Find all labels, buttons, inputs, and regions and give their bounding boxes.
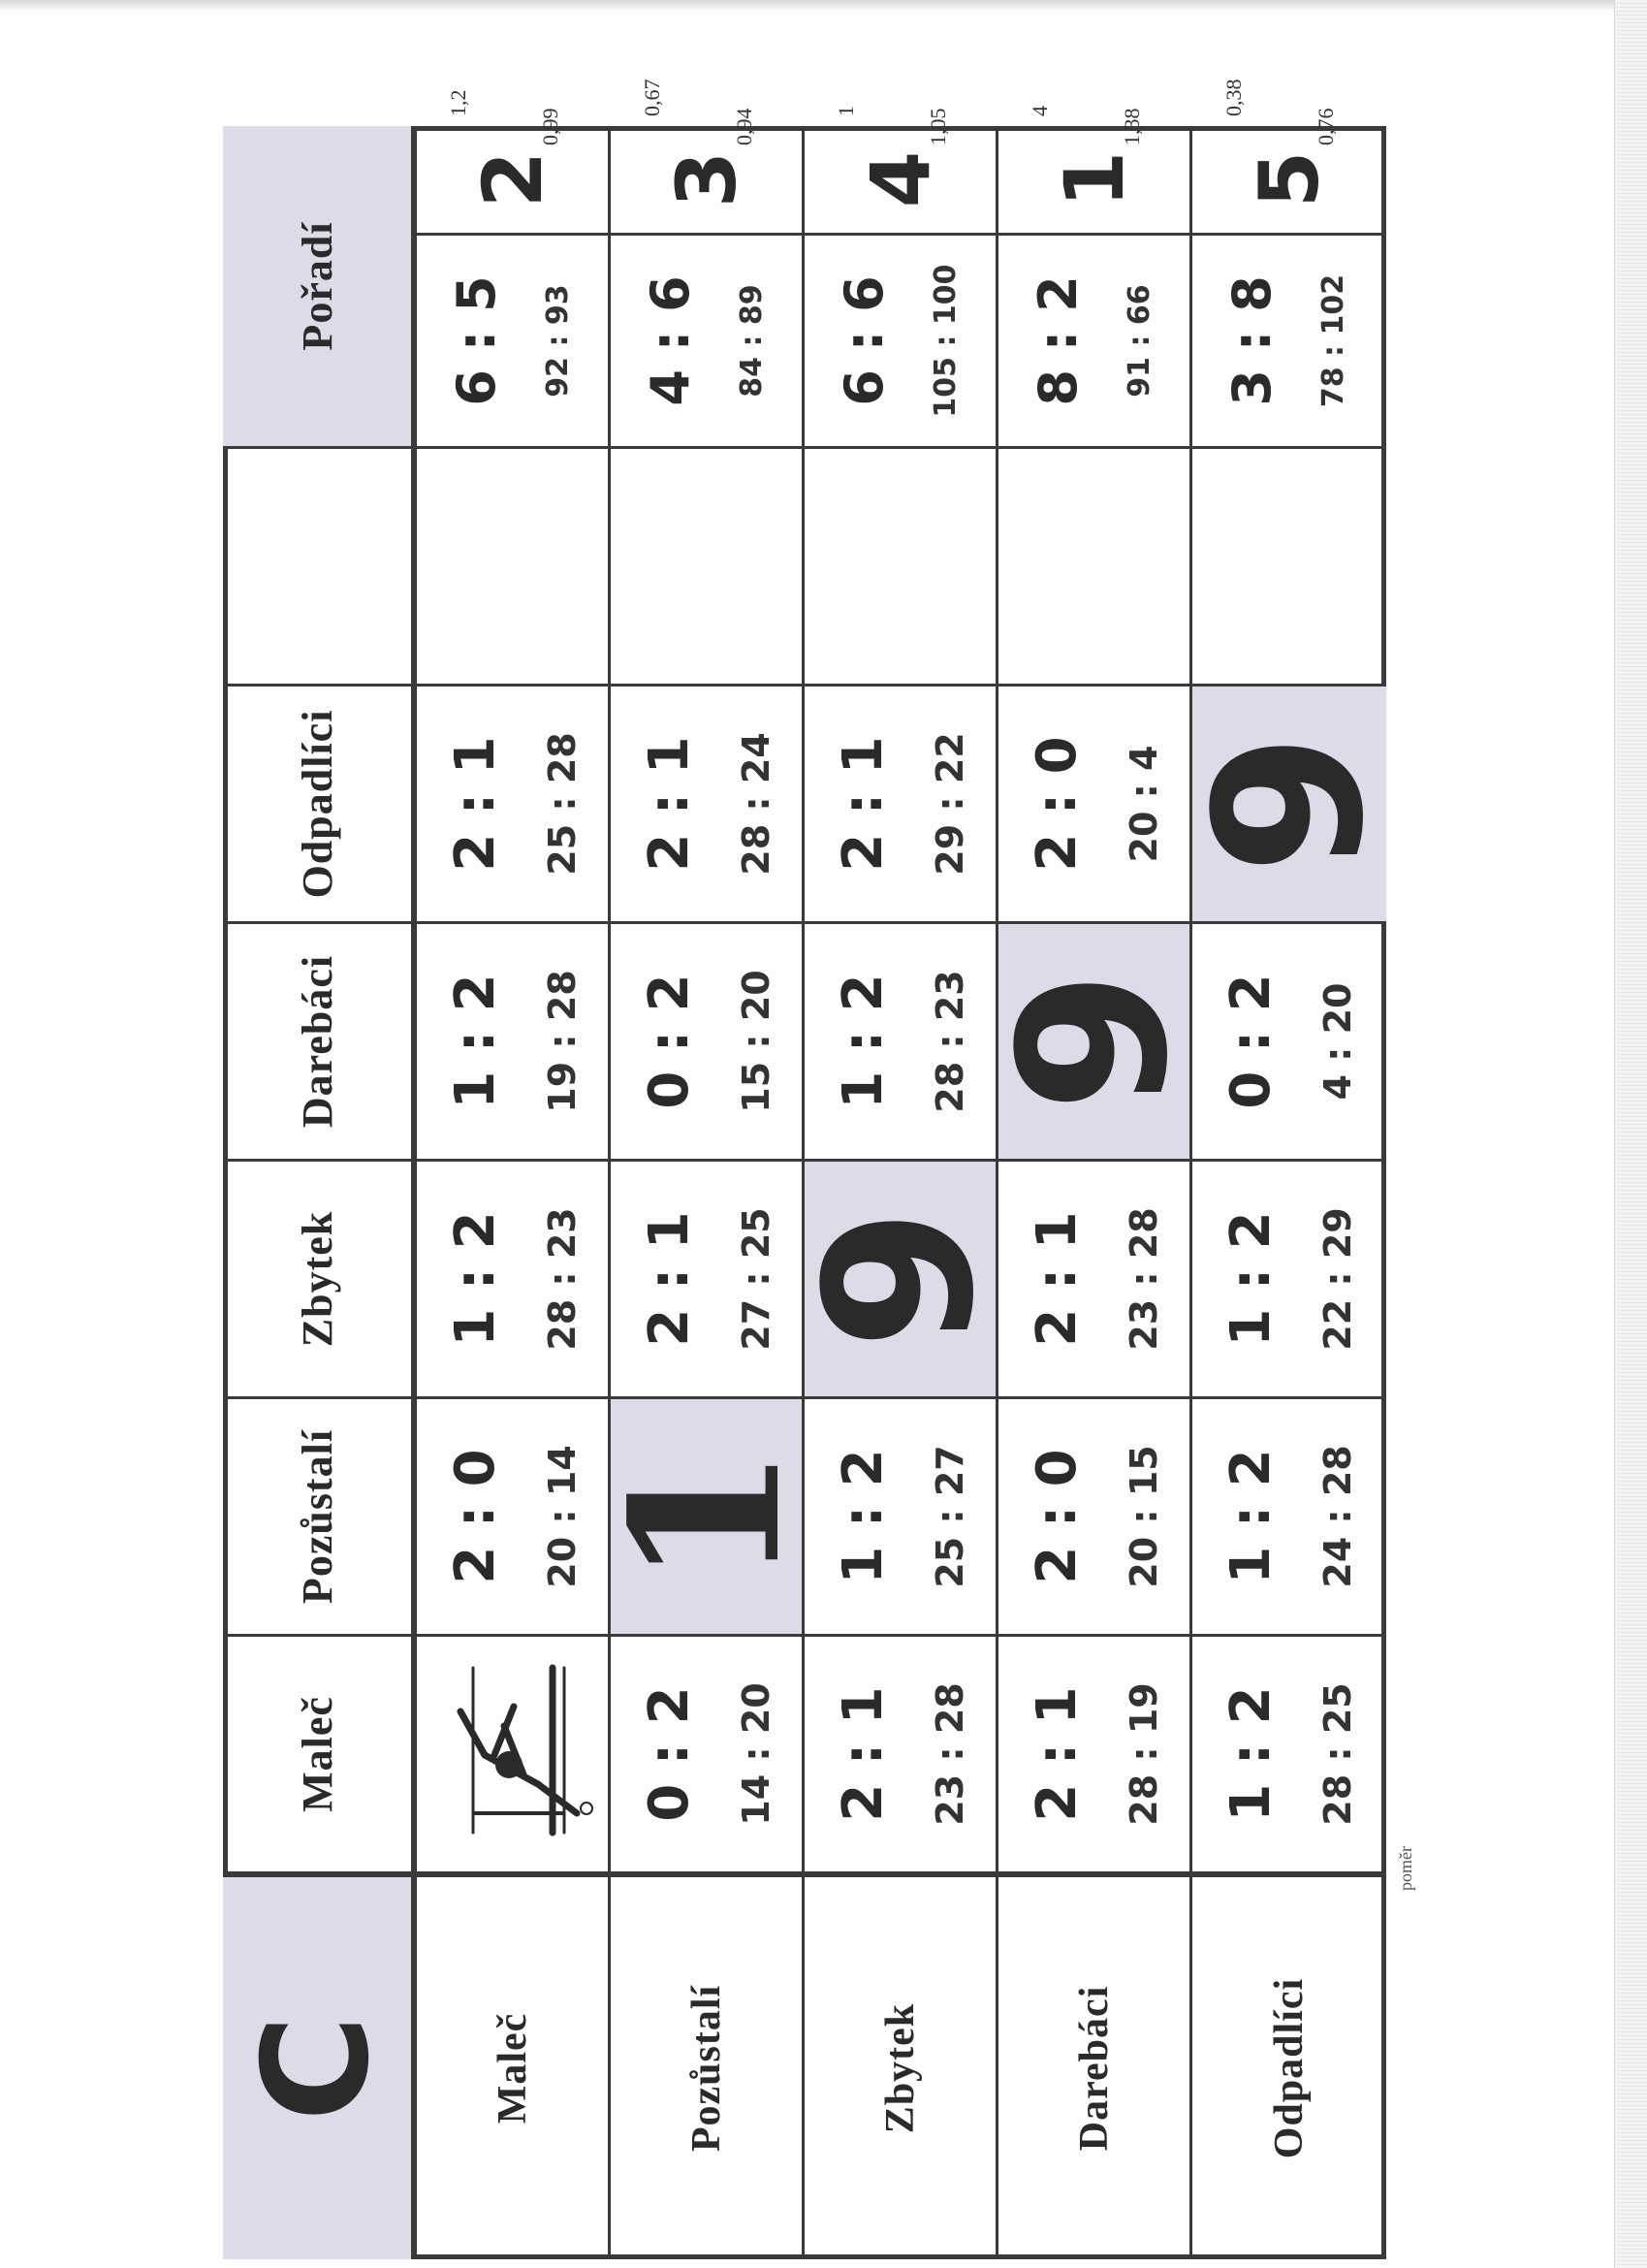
match-points: 20 : 4: [1123, 745, 1165, 863]
match-cell: [417, 1634, 611, 1871]
group-letter: C: [223, 1871, 417, 2259]
result-score: 6 : 6: [834, 275, 895, 406]
ratio-value: 0,76: [1314, 108, 1338, 145]
ratio-value: 1,38: [1120, 108, 1144, 145]
rank-value: 3: [658, 150, 754, 208]
match-cell: [805, 921, 998, 1159]
match-score: 2 : 0: [444, 1449, 507, 1584]
row-header: Zbytek: [805, 1871, 998, 2259]
empty-cell: [611, 446, 805, 684]
result-points: 84 : 89: [735, 284, 769, 398]
match-cell: [611, 684, 805, 921]
match-points: 20 : 15: [1123, 1445, 1165, 1588]
match-cell: [417, 1396, 611, 1634]
match-cell: [417, 1159, 611, 1396]
match-cell: [975, 921, 1213, 1159]
match-points: 14 : 20: [735, 1682, 777, 1826]
diagonal-marker: 9: [781, 1207, 1019, 1351]
match-score: 0 : 2: [638, 974, 701, 1109]
player-icon: [417, 1634, 611, 1871]
ratio-value: 1,2: [446, 89, 470, 116]
rank-value: 4: [852, 150, 948, 208]
match-points: 19 : 28: [541, 970, 584, 1113]
rank-value: 1: [1046, 150, 1142, 208]
match-points: 20 : 14: [541, 1445, 584, 1588]
empty-cell: [805, 446, 998, 684]
result-score: 6 : 5: [446, 275, 507, 406]
match-score: 1 : 2: [1219, 1686, 1283, 1822]
match-points: 29 : 22: [929, 732, 971, 876]
match-score: 1 : 2: [444, 1211, 507, 1347]
ratio-value: 1: [834, 106, 858, 116]
ratio-value: 4: [1028, 106, 1052, 116]
match-cell: [805, 684, 998, 921]
match-points: 23 : 28: [929, 1682, 971, 1826]
result-cell: [417, 233, 611, 446]
match-points: 28 : 23: [929, 970, 971, 1113]
match-cell: [611, 1159, 805, 1396]
empty-cell: [1192, 446, 1386, 684]
match-points: 23 : 28: [1123, 1207, 1165, 1351]
ratio-value: 0,67: [640, 79, 664, 116]
match-cell: [998, 684, 1192, 921]
match-cell: [998, 1634, 1192, 1871]
match-points: 28 : 23: [541, 1207, 584, 1351]
result-score: 3 : 8: [1221, 275, 1283, 406]
match-score: 2 : 0: [1026, 1449, 1089, 1584]
ratio-value: 0,94: [732, 108, 756, 145]
ratio-header: poměr: [1396, 1846, 1415, 1891]
match-cell: [417, 684, 611, 921]
rank-cell: [611, 126, 805, 233]
match-points: 28 : 19: [1123, 1682, 1165, 1826]
row-header: Pozůstalí: [611, 1871, 805, 2259]
match-score: 2 : 1: [832, 1686, 895, 1822]
column-header: Pořadí: [223, 126, 417, 446]
match-score: 2 : 1: [1026, 1686, 1089, 1822]
match-score: 1 : 2: [1219, 1449, 1283, 1584]
row-header: Maleč: [417, 1871, 611, 2259]
match-score: 2 : 1: [638, 1211, 701, 1347]
match-score: 2 : 1: [1026, 1211, 1089, 1347]
match-score: 2 : 1: [638, 736, 701, 872]
result-cell: [611, 233, 805, 446]
result-cell: [805, 233, 998, 446]
match-score: 1 : 2: [444, 974, 507, 1109]
column-header: Darebáci: [223, 921, 417, 1159]
empty-cell: [417, 446, 611, 684]
match-score: 1 : 2: [1219, 1211, 1283, 1347]
column-header: Zbytek: [223, 1159, 417, 1396]
match-score: 2 : 1: [444, 736, 507, 872]
match-cell: [781, 1159, 1019, 1396]
match-cell: [1192, 1159, 1386, 1396]
column-header: [223, 446, 417, 684]
scan-top-edge: [0, 0, 1647, 10]
result-points: 78 : 102: [1316, 273, 1350, 408]
scan-page-edge: [1614, 0, 1647, 2268]
match-cell: [586, 1396, 826, 1634]
column-header: Pozůstalí: [223, 1396, 417, 1634]
empty-cell: [998, 446, 1192, 684]
match-cell: [998, 1396, 1192, 1634]
rank-cell: [998, 126, 1192, 233]
match-score: 2 : 0: [1026, 736, 1089, 872]
rank-cell: [417, 126, 611, 233]
rank-cell: [805, 126, 998, 233]
match-cell: [611, 1634, 805, 1871]
column-header: Maleč: [223, 1634, 417, 1871]
row-header: Odpadlíci: [1192, 1871, 1386, 2259]
match-cell: [805, 1634, 998, 1871]
diagonal-marker: 1: [586, 1445, 826, 1588]
result-score: 4 : 6: [640, 275, 701, 406]
diagonal-marker: 9: [1170, 732, 1409, 876]
result-cell: [1192, 233, 1386, 446]
result-points: 105 : 100: [929, 264, 963, 418]
match-points: 28 : 24: [735, 732, 777, 876]
match-cell: [1170, 684, 1409, 921]
result-score: 8 : 2: [1028, 275, 1089, 406]
row-header: Darebáci: [998, 1871, 1192, 2259]
rank-cell: [1192, 126, 1386, 233]
match-points: 4 : 20: [1316, 982, 1359, 1101]
match-points: 15 : 20: [735, 970, 777, 1113]
result-points: 91 : 66: [1123, 284, 1156, 398]
match-cell: [805, 1396, 998, 1634]
ratio-value: 1,05: [926, 108, 950, 145]
match-cell: [1192, 1634, 1386, 1871]
match-points: 25 : 27: [929, 1445, 971, 1588]
match-points: 22 : 29: [1316, 1207, 1359, 1351]
match-points: 25 : 28: [541, 732, 584, 876]
match-points: 27 : 25: [735, 1207, 777, 1351]
match-cell: [998, 1159, 1192, 1396]
ratio-value: 0,99: [538, 108, 562, 145]
diagonal-marker: 9: [975, 970, 1213, 1113]
rank-value: 2: [464, 150, 560, 208]
match-points: 28 : 25: [1316, 1682, 1359, 1826]
match-score: 1 : 2: [832, 1449, 895, 1584]
match-cell: [611, 921, 805, 1159]
match-score: 1 : 2: [832, 974, 895, 1109]
ratio-value: 0,38: [1221, 79, 1246, 116]
match-score: 2 : 1: [832, 736, 895, 872]
match-score: 0 : 2: [638, 1686, 701, 1822]
result-points: 92 : 93: [541, 284, 575, 398]
match-points: 24 : 28: [1316, 1445, 1359, 1588]
match-cell: [1192, 1396, 1386, 1634]
rank-value: 5: [1242, 150, 1337, 208]
match-cell: [417, 921, 611, 1159]
result-cell: [998, 233, 1192, 446]
column-header: Odpadlíci: [223, 684, 417, 921]
match-score: 0 : 2: [1219, 974, 1283, 1109]
match-cell: [1192, 921, 1386, 1159]
